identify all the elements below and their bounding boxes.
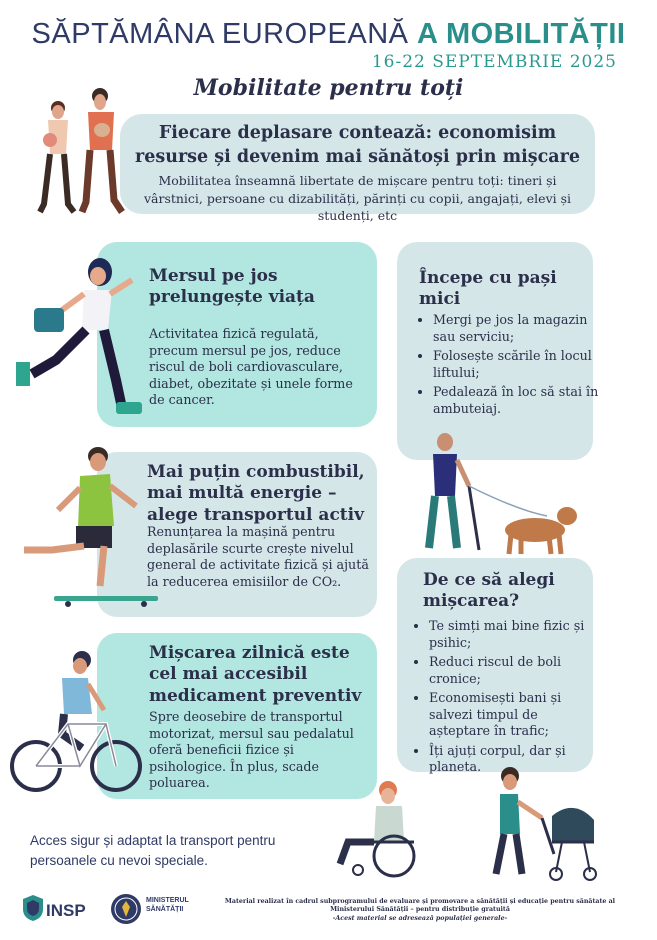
card-why bbox=[397, 558, 593, 772]
list-item: • Folosește scările în locul liftului; bbox=[433, 348, 601, 381]
card-small-steps bbox=[397, 242, 599, 460]
ministry-label: MINISTERUL SĂNĂTĂȚII bbox=[146, 897, 189, 914]
skateboarder-illustration bbox=[18, 446, 160, 608]
list-item: • Economisești bani și salvezi timpul de așteptare în trafic; bbox=[429, 690, 597, 740]
woman-with-stroller-illustration bbox=[482, 764, 602, 882]
card-walking-heading: Mersul pe jos prelungește viața bbox=[149, 266, 315, 308]
card-small-steps-heading: Începe cu pași mici bbox=[419, 268, 557, 310]
list-item: • Te simți mai bine fizic și psihic; bbox=[429, 618, 597, 651]
accessibility-note: Acces sigur și adaptat la transport pentru persoanele cu nevoi speciale. bbox=[30, 833, 276, 868]
footer-credit: Material realizat în cadrul subprogramului de evaluare și promovare a sănătății și educație pentru sănătate al Ministerului Sănătății – pentru distribuție gratuită bbox=[224, 898, 616, 913]
card-daily-heading: Mișcarea zilnică este cel mai accesibil medicament preventiv bbox=[149, 643, 362, 706]
family-walking-illustration bbox=[30, 84, 130, 224]
walking-woman-illustration bbox=[12, 250, 142, 425]
intro-heading: Fiecare deplasare contează: economisim resurse și devenim mai sănătoși prin mișcare bbox=[135, 123, 580, 167]
list-item: • Mergi pe jos la magazin sau serviciu; bbox=[433, 312, 601, 345]
list-item: • Reduci riscul de boli cronice; bbox=[429, 654, 597, 687]
ministry-seal-icon bbox=[110, 893, 142, 925]
intro-box bbox=[120, 114, 595, 223]
list-item: • Îți ajuți corpul, dar și planeta. bbox=[429, 743, 597, 776]
event-dates: 16-22 SEPTEMBRIE 2025 bbox=[371, 52, 617, 72]
card-fuel-heading: Mai puțin combustibil, mai multă energie – alege transportul activ bbox=[147, 462, 365, 525]
intro-text: Mobilitatea înseamnă libertate de mișcare pentru toți: tineri și vârstnici, persoane cu dizabilități, părinți cu copii, angajați, elevi și studenți, etc bbox=[143, 173, 572, 223]
page-title bbox=[0, 18, 657, 51]
card-fuel-text: Renunțarea la mașină pentru deplasările scurte crește nivelul general de activitate fizică și ajută la reducerea emisiilor de CO₂. bbox=[147, 524, 369, 589]
insp-logo-icon bbox=[22, 894, 44, 922]
wheelchair-user-illustration bbox=[328, 778, 428, 878]
card-why-heading: De ce să alegi mișcarea? bbox=[423, 570, 555, 612]
insp-label: INSP bbox=[46, 901, 86, 920]
footer-audience-note: -Acest material se adresează populației generale- bbox=[332, 915, 508, 922]
small-steps-list bbox=[417, 312, 601, 420]
list-item: • Pedalează în loc să stai în ambuteiaj. bbox=[433, 384, 601, 417]
page-subtitle: Mobilitate pentru toți bbox=[193, 75, 464, 101]
man-walking-dog-illustration bbox=[407, 430, 587, 560]
card-daily-text: Spre deosebire de transportul motorizat, mersul sau pedalatul oferă beneficii fizice și psihologice. În plus, scade poluarea. bbox=[149, 709, 354, 790]
title-part-1: SĂPTĂMÂNA EUROPEANĂ bbox=[31, 18, 409, 50]
card-walking-text: Activitatea fizică regulată, precum mersul pe jos, reduce riscul de boli cardiovasculare, diabet, obezitate și unele forme de cancer. bbox=[149, 326, 353, 407]
why-list bbox=[413, 618, 597, 779]
title-part-2: A MOBILITĂȚII bbox=[417, 18, 626, 50]
cyclist-illustration bbox=[6, 644, 146, 799]
